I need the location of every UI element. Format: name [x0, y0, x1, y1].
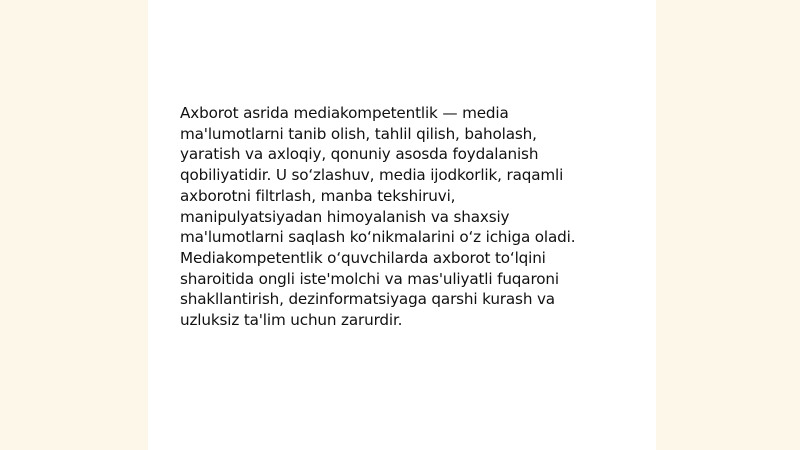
paragraph-line: Axborot asrida mediakompetentlik — media [180, 104, 509, 122]
paragraph-line: axborotni filtrlash, manba tekshiruvi, [180, 186, 456, 205]
paragraph-line: qobiliyatidir. U so‘zlashuv, media ijodkorlik, raqamli [180, 166, 564, 185]
paragraph-line: sharoitida ongli iste'molchi va mas'uliyatli fuqaroni [180, 269, 559, 288]
paragraph-line: ma'lumotlarni tanib olish, tahlil qilish, baholash, [180, 124, 537, 143]
paragraph-line: shakllantirish, dezinformatsiyaga qarshi kurash va [180, 290, 555, 309]
paragraph-line: Mediakompetentlik o‘quvchilarda axborot to‘lqini [180, 248, 546, 267]
body-paragraph [180, 103, 630, 331]
paragraph-line: uzluksiz ta'lim uchun zarurdir. [180, 311, 403, 330]
document-page [148, 0, 656, 450]
paragraph-line: yaratish va axloqiy, qonuniy asosda foydalanish [180, 145, 539, 164]
paragraph-line: manipulyatsiyadan himoyalanish va shaxsiy [180, 207, 510, 226]
paragraph-line: ma'lumotlarni saqlash ko‘nikmalarini o‘z ichiga oladi. [180, 228, 576, 247]
